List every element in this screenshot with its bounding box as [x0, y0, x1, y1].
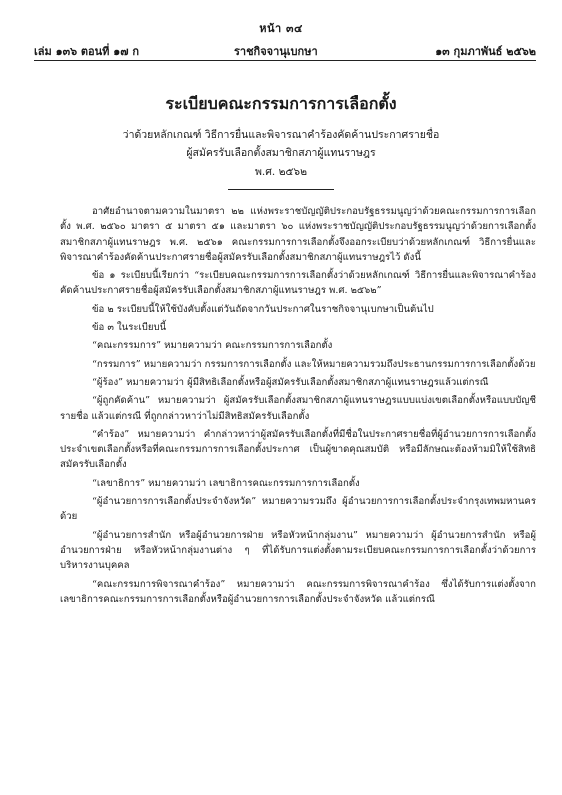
definition-office-director: “ผู้อำนวยการสำนัก หรือผู้อำนวยการฝ่าย หรือหัวหน้ากลุ่มงาน” หมายความว่า ผู้อำนวยการสำนัก หรือผู้อำนวยการฝ่าย หรือหัวหน้ากลุ่มงานต่าง ๆ ที่ได้รับการแต่งตั้งตามระเบียบคณะกรรมการการเลือกตั้งว่าด้วยการบริหารงานบุคคล: [60, 529, 536, 572]
definition-commission: “คณะกรรมการ” หมายความว่า คณะกรรมการการเลือกตั้ง: [92, 340, 333, 352]
clause-1: ข้อ ๑ ระเบียบนี้เรียกว่า “ระเบียบคณะกรรมการการเลือกตั้งว่าด้วยหลักเกณฑ์ วิธีการยื่นและพิจารณาคำร้องคัดค้านประกาศรายชื่อผู้สมัครรับเลือกตั้งสมาชิกสภาผู้แทนราษฎร พ.ศ. ๒๕๖๒”: [60, 270, 536, 297]
page-number: หน้า ๓๔: [259, 22, 303, 35]
definition-petition: “คำร้อง” หมายความว่า คำกล่าวหาว่าผู้สมัครรับเลือกตั้งที่มีชื่อในประกาศรายชื่อที่ผู้อำนวยการการเลือกตั้งประจำเขตเลือกตั้งหรือที่คณะกรรมการการเลือกตั้งประกาศ เป็นผู้ขาดคุณสมบัติ หรือมีลักษณะต้องห้ามมิให้ใช้สิทธิสมัครรับเลือกตั้ง: [60, 428, 536, 471]
title-divider: [228, 189, 334, 190]
document-subtitle-line-1: ว่าด้วยหลักเกณฑ์ วิธีการยื่นและพิจารณาคำร้องคัดค้านประกาศรายชื่อ: [122, 129, 440, 141]
definition-secretary-general: “เลขาธิการ” หมายความว่า เลขาธิการคณะกรรมการการเลือกตั้ง: [92, 477, 360, 489]
document-year: พ.ศ. ๒๕๖๒: [254, 166, 308, 178]
clause-3: ข้อ ๓ ในระเบียบนี้: [92, 322, 167, 334]
publication-date: ๑๓ กุมภาพันธ์ ๒๕๖๒: [435, 45, 536, 58]
gazette-name: ราชกิจจานุเบกษา: [234, 45, 318, 58]
definition-provincial-director: “ผู้อำนวยการการเลือกตั้งประจำจังหวัด” หมายความรวมถึง ผู้อำนวยการการเลือกตั้งประจำกรุงเทพมหานครด้วย: [60, 496, 536, 523]
definition-petition-committee: “คณะกรรมการพิจารณาคำร้อง” หมายความว่า คณะกรรมการพิจารณาคำร้อง ซึ่งได้รับการแต่งตั้งจากเลขาธิการคณะกรรมการการเลือกตั้งหรือผู้อำนวยการการเลือกตั้งประจำจังหวัด แล้วแต่กรณี: [60, 578, 536, 605]
document-title: ระเบียบคณะกรรมการการเลือกตั้ง: [165, 94, 397, 113]
definition-petitioner: “ผู้ร้อง” หมายความว่า ผู้มีสิทธิเลือกตั้งหรือผู้สมัครรับเลือกตั้งสมาชิกสภาผู้แทนราษฎรแล้วแต่กรณี: [92, 376, 489, 388]
definition-commissioner: “กรรมการ” หมายความว่า กรรมการการเลือกตั้ง และให้หมายความรวมถึงประธานกรรมการการเลือกตั้งด้วย: [92, 358, 536, 370]
clause-2: ข้อ ๒ ระเบียบนี้ให้ใช้บังคับตั้งแต่วันถัดจากวันประกาศในราชกิจจานุเบกษาเป็นต้นไป: [92, 303, 434, 315]
preamble-paragraph: อาศัยอำนาจตามความในมาตรา ๒๒ แห่งพระราชบัญญัติประกอบรัฐธรรมนูญว่าด้วยคณะกรรมการการเลือกตั้ง พ.ศ. ๒๕๖๐ มาตรา ๕ มาตรา ๕๑ และมาตรา ๖๐ แห่งพระราชบัญญัติประกอบรัฐธรรมนูญว่าด้วยการเลือกตั้งสมาชิกสภาผู้แทนราษฎร พ.ศ. ๒๕๖๑ คณะกรรมการการเลือกตั้งจึงออกระเบียบว่าด้วยหลักเกณฑ์ วิธีการยื่นและพิจารณาคำร้องคัดค้านประกาศรายชื่อผู้สมัครรับเลือกตั้งสมาชิกสภาผู้แทนราษฎรไว้ ดังนี้: [60, 206, 536, 263]
document-body: [60, 204, 536, 610]
header-divider: [34, 60, 536, 61]
definition-respondent: “ผู้ถูกคัดค้าน” หมายความว่า ผู้สมัครรับเลือกตั้งสมาชิกสภาผู้แทนราษฎรแบบแบ่งเขตเลือกตั้งหรือแบบบัญชีรายชื่อ แล้วแต่กรณี ที่ถูกกล่าวหาว่าไม่มีสิทธิสมัครรับเลือกตั้ง: [60, 395, 536, 422]
volume-issue: เล่ม ๑๓๖ ตอนที่ ๑๗ ก: [34, 45, 139, 58]
document-subtitle-line-2: ผู้สมัครรับเลือกตั้งสมาชิกสภาผู้แทนราษฎร: [186, 147, 376, 159]
gazette-header: [34, 42, 536, 58]
